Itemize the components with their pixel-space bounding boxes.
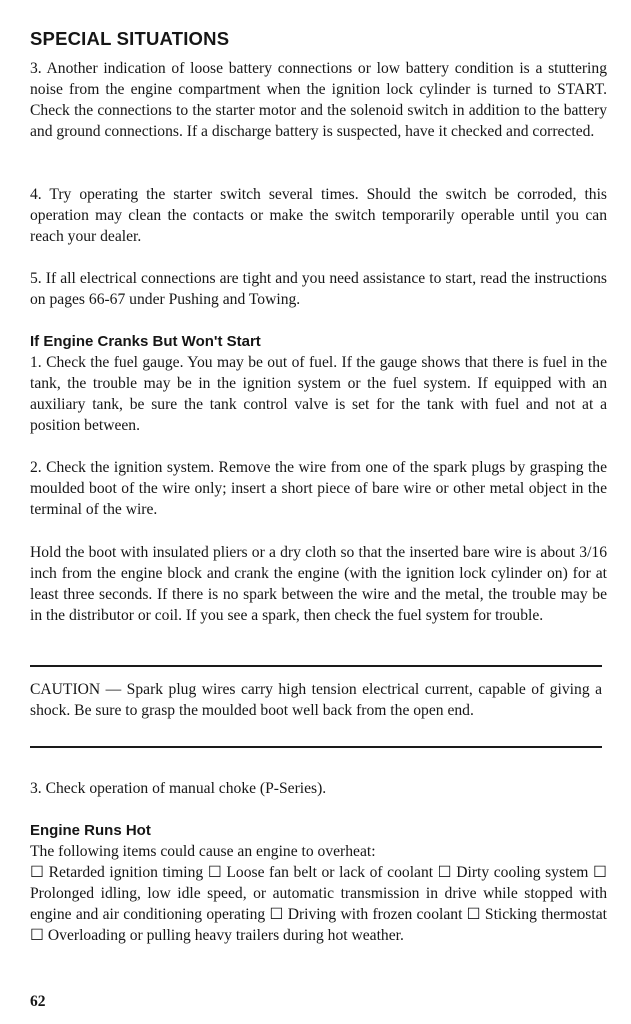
checkbox-bullet-icon: ☐ xyxy=(466,906,485,923)
caution-note: CAUTION — Spark plug wires carry high tension electrical current, capable of giving a shock. Be sure to grasp the moulded boot well back from the open end. xyxy=(30,681,602,719)
overheat-cause-item: Dirty cooling system xyxy=(456,864,589,881)
cranks-step-1: 1. Check the fuel gauge. You may be out of fuel. If the gauge shows that there is fuel in the tank, the trouble may be in the ignition system or the fuel system. If equipped with an auxiliary tank, be sure the tank control valve is set for the tank with fuel and not at a position between. xyxy=(30,354,607,434)
caution-top-rule xyxy=(30,665,602,667)
cranks-step-3: 3. Check operation of manual choke (P-Series). xyxy=(30,780,327,797)
checkbox-bullet-icon: ☐ xyxy=(207,864,227,881)
overheat-cause-item: Loose fan belt or lack of coolant xyxy=(226,864,434,881)
checkbox-bullet-icon: ☐ xyxy=(30,864,49,881)
overheat-cause-item: Overloading or pulling heavy trailers during hot weather. xyxy=(47,927,404,944)
checkbox-bullet-icon: ☐ xyxy=(437,864,457,881)
battery-step-4: 4. Try operating the starter switch several times. Should the switch be corroded, this operation may clean the contacts or make the switch temporarily operable until you can reach your dealer. xyxy=(30,186,607,245)
checkbox-bullet-icon: ☐ xyxy=(592,864,607,881)
overheat-cause-item: Driving with frozen coolant xyxy=(287,906,463,923)
overheat-cause-item: Retarded ignition timing xyxy=(48,864,204,881)
overheat-cause-item: Sticking thermostat xyxy=(484,906,607,923)
page-title: SPECIAL SITUATIONS xyxy=(30,28,230,49)
runs-hot-list xyxy=(30,841,607,946)
cranks-step-2: 2. Check the ignition system. Remove the wire from one of the spark plugs by grasping the moulded boot of the wire only; insert a short piece of bare wire or other metal object in the terminal of the wire. xyxy=(30,459,607,518)
battery-step-5: 5. If all electrical connections are tight and you need assistance to start, read the instructions on pages 66-67 under Pushing and Towing. xyxy=(30,270,607,308)
hold-boot-paragraph: Hold the boot with insulated pliers or a dry cloth so that the inserted bare wire is about 3/16 inch from the engine block and crank the engine (with the ignition lock cylinder on) for at least three seconds. If there is no spark between the wire and the metal, the trouble may be in the distributor or coil. If you see a spark, then check the fuel system for trouble. xyxy=(30,544,607,624)
checkbox-bullet-icon: ☐ xyxy=(30,927,48,944)
page-number: 62 xyxy=(30,993,46,1010)
overheat-causes-list xyxy=(30,862,607,946)
section-heading-cranks-wont-start: If Engine Cranks But Won't Start xyxy=(30,333,261,350)
section-heading-engine-runs-hot: Engine Runs Hot xyxy=(30,822,151,839)
checkbox-bullet-icon: ☐ xyxy=(269,906,288,923)
battery-step-3: 3. Another indication of loose battery connections or low battery condition is a stuttering noise from the engine compartment when the ignition lock cylinder is turned to START. Check the connections to the starter motor and the solenoid switch in addition to the battery and ground connections. If a discharge battery is suspected, have it checked and corrected. xyxy=(30,60,607,140)
caution-bottom-rule xyxy=(30,746,602,748)
runs-hot-intro: The following items could cause an engine to overheat: xyxy=(30,843,376,860)
overheat-cause-item: Prolonged idling, low idle speed, or automatic transmission in drive while stopped with engine and air conditioning operating xyxy=(30,885,607,923)
